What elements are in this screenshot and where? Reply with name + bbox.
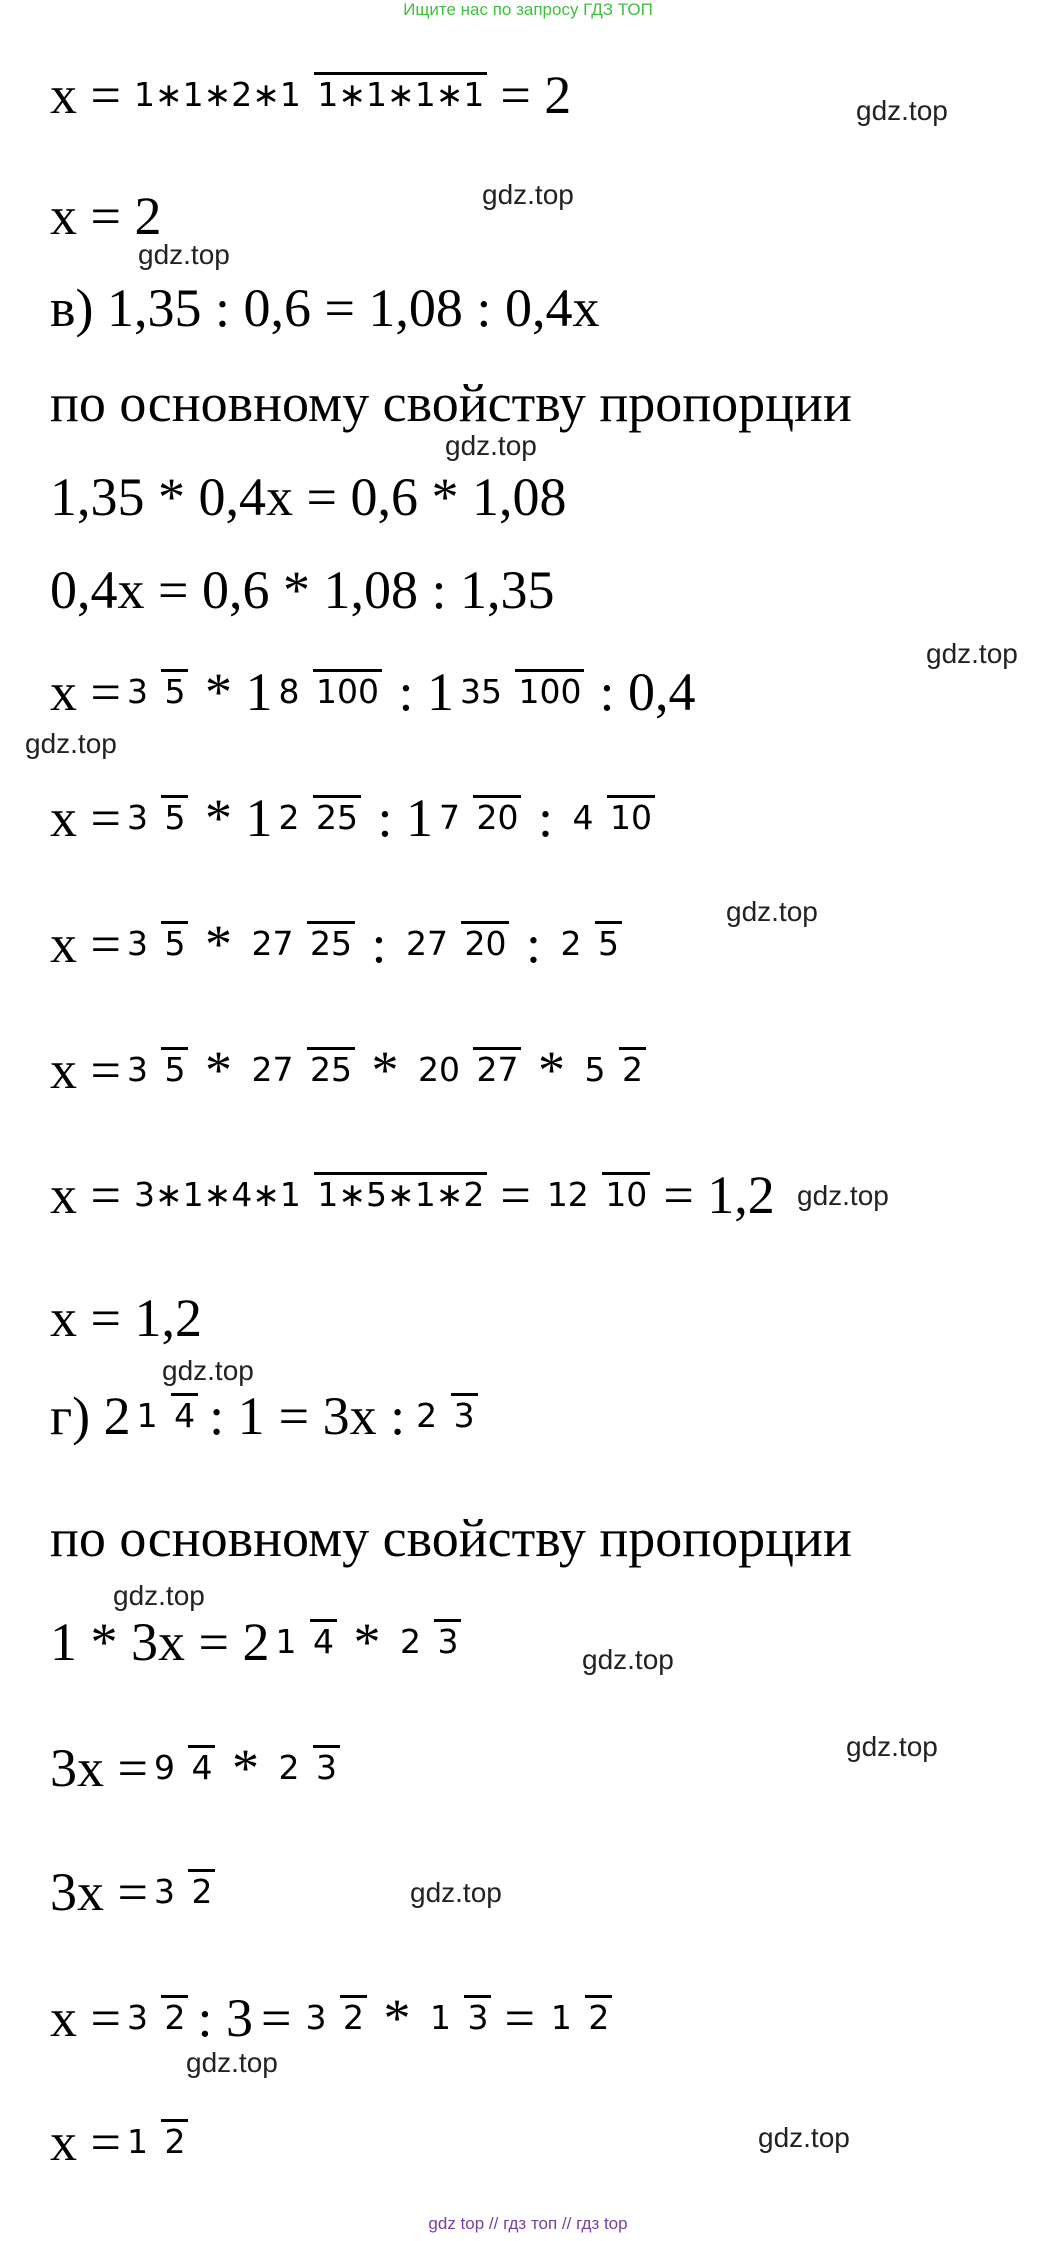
whole-part: 1 — [426, 662, 454, 722]
property-line — [50, 1508, 852, 1568]
fraction — [275, 797, 361, 839]
equation-line — [50, 560, 554, 620]
fraction-denominator: 2 — [161, 1995, 188, 2037]
fraction-denominator: 2 — [585, 1995, 612, 2037]
equation-line — [50, 1040, 649, 1100]
expression-text: по основному свойству пропорции — [50, 1508, 852, 1568]
expression-text: x = — [50, 1165, 121, 1225]
fraction-numerator: 3 — [126, 1050, 148, 1089]
fraction — [248, 923, 355, 965]
fraction-numerator: 2 — [278, 798, 300, 837]
fraction — [558, 923, 623, 965]
fraction — [275, 1747, 340, 1789]
fraction — [131, 1174, 487, 1216]
fraction-denominator: 5 — [161, 795, 188, 837]
fraction-denominator: 25 — [307, 1047, 355, 1089]
fraction — [403, 923, 510, 965]
fraction-denominator: 5 — [161, 921, 188, 963]
part-v-heading — [50, 278, 599, 338]
fraction-numerator: 4 — [572, 798, 594, 837]
equation-line — [50, 1288, 202, 1348]
operator: : — [363, 788, 406, 848]
watermark: gdz.top — [113, 1580, 205, 1611]
fraction-denominator: 3 — [313, 1745, 340, 1787]
equation-line — [50, 1165, 775, 1225]
fraction-denominator: 2 — [619, 1047, 646, 1089]
fraction-denominator: 5 — [161, 1047, 188, 1089]
fraction — [124, 671, 189, 713]
fraction-denominator: 20 — [461, 921, 509, 963]
fraction-numerator: 1 — [550, 1998, 572, 2037]
fraction-numerator: 9 — [153, 1748, 175, 1787]
expression-text: x = — [50, 1988, 121, 2048]
fraction-numerator: 7 — [438, 798, 460, 837]
fraction-denominator: 2 — [188, 1869, 215, 1911]
fraction-numerator: 5 — [584, 1050, 606, 1089]
fraction-denominator: 2 — [161, 2119, 188, 2161]
fraction-numerator: 3 — [305, 1998, 327, 2037]
operator: * — [191, 788, 246, 848]
expression-text: x = 1,2 — [50, 1288, 202, 1348]
fraction — [397, 1621, 462, 1663]
fraction — [415, 1049, 522, 1091]
expression-text: = 1,2 — [663, 1165, 775, 1225]
expression-text: : 3 — [197, 1988, 253, 2048]
fraction-numerator: 3 — [126, 1998, 148, 2037]
fraction-denominator: 10 — [602, 1172, 650, 1214]
fraction-numerator: 1 — [275, 1622, 297, 1661]
operator: * — [191, 914, 246, 974]
fraction — [436, 797, 522, 839]
fraction-denominator: 10 — [607, 795, 655, 837]
fraction-denominator: 1∗5∗1∗2 — [314, 1172, 487, 1214]
fraction — [302, 1997, 367, 2039]
expression-text: : 0,4 — [599, 662, 696, 722]
fraction — [457, 671, 585, 713]
fraction — [151, 1871, 216, 1913]
equation-line — [50, 662, 696, 722]
operator: * — [357, 1040, 412, 1100]
watermark: gdz.top — [797, 1180, 889, 1211]
part-g-heading — [50, 1386, 481, 1446]
expression-text: 1,35 * 0,4x = 0,6 * 1,08 — [50, 467, 567, 527]
fraction-numerator: 3 — [126, 924, 148, 963]
fraction — [544, 1174, 651, 1216]
fraction — [272, 1621, 337, 1663]
equation-line — [50, 1988, 615, 2048]
fraction-numerator: 2 — [278, 1748, 300, 1787]
fraction — [248, 1049, 355, 1091]
fraction-denominator: 20 — [473, 795, 521, 837]
fraction-numerator: 12 — [546, 1175, 589, 1214]
operator: = — [504, 1988, 535, 2048]
expression-text: x = 2 — [50, 186, 162, 246]
equation-line — [50, 467, 566, 527]
fraction-denominator: 3 — [451, 1393, 478, 1435]
fraction — [413, 1395, 478, 1437]
watermark: gdz.top — [25, 728, 117, 759]
expression-text: 1 * 3x = 2 — [50, 1612, 270, 1672]
fraction — [134, 1395, 199, 1437]
equation-line — [50, 788, 658, 848]
watermark: gdz.top — [162, 1355, 254, 1386]
whole-part: 1 — [245, 788, 273, 848]
operator: = — [500, 1165, 531, 1225]
fraction-numerator: 3 — [126, 672, 148, 711]
expression-text: x = — [50, 914, 121, 974]
operator: * — [191, 1040, 246, 1100]
watermark: gdz.top — [445, 430, 537, 461]
expression-text: 0,4x = 0,6 * 1,08 : 1,35 — [50, 560, 555, 620]
fraction-denominator: 4 — [171, 1393, 198, 1435]
expression-text: по основному свойству пропорции — [50, 373, 852, 433]
fraction — [151, 1747, 216, 1789]
expression-text: 3x = — [50, 1738, 148, 1798]
fraction-numerator: 20 — [417, 1050, 460, 1089]
expression-text: x = — [50, 2112, 121, 2172]
equation-line — [50, 914, 625, 974]
operator: : — [384, 662, 427, 722]
watermark: gdz.top — [758, 2122, 850, 2153]
watermark: gdz.top — [582, 1644, 674, 1675]
fraction-denominator: 25 — [313, 795, 361, 837]
fraction — [124, 1997, 189, 2039]
fraction-numerator: 2 — [560, 924, 582, 963]
whole-part: 1 — [405, 788, 433, 848]
fraction-numerator: 1 — [136, 1396, 158, 1435]
fraction-numerator: 3 — [153, 1872, 175, 1911]
fraction-denominator: 100 — [515, 669, 584, 711]
watermark: gdz.top — [926, 638, 1018, 669]
fraction-denominator: 25 — [307, 921, 355, 963]
expression-text: в) 1,35 : 0,6 = 1,08 : 0,4x — [50, 278, 600, 338]
equation-line — [50, 2112, 191, 2172]
operator: * — [524, 1040, 579, 1100]
watermark: gdz.top — [186, 2047, 278, 2078]
property-line — [50, 373, 852, 433]
equation-line — [50, 65, 571, 125]
expression-text: x = — [50, 788, 121, 848]
fraction-denominator: 1∗1∗1∗1 — [314, 72, 487, 114]
fraction — [124, 797, 189, 839]
equation-line — [50, 1738, 343, 1798]
fraction-numerator: 8 — [278, 672, 300, 711]
expression-text: = 2 — [500, 65, 572, 125]
operator: * — [339, 1612, 394, 1672]
operator: : — [357, 914, 400, 974]
fraction-numerator: 1∗1∗2∗1 — [133, 75, 301, 114]
whole-part: 1 — [245, 662, 273, 722]
fraction-denominator: 3 — [464, 1995, 491, 2037]
fraction-denominator: 4 — [188, 1745, 215, 1787]
watermark: gdz.top — [138, 239, 230, 270]
top-banner: Ищите нас по запросу ГДЗ ТОП — [403, 0, 653, 19]
fraction-denominator: 27 — [473, 1047, 521, 1089]
operator: : — [512, 914, 555, 974]
operator: * — [218, 1738, 273, 1798]
equation-line — [50, 1612, 464, 1672]
fraction-denominator: 2 — [340, 1995, 367, 2037]
fraction — [548, 1997, 613, 2039]
fraction-numerator: 2 — [399, 1622, 421, 1661]
operator: * — [191, 662, 246, 722]
fraction-numerator: 2 — [416, 1396, 438, 1435]
watermark: gdz.top — [846, 1731, 938, 1762]
fraction — [275, 671, 382, 713]
fraction — [131, 74, 487, 116]
fraction-numerator: 3 — [126, 798, 148, 837]
expression-text: г) 2 — [50, 1386, 131, 1446]
fraction — [124, 923, 189, 965]
fraction-numerator: 27 — [405, 924, 448, 963]
equation-line — [50, 186, 161, 246]
expression-text: = 3x : — [278, 1386, 406, 1446]
watermark: gdz.top — [856, 95, 948, 126]
fraction-numerator: 27 — [251, 1050, 294, 1089]
operator: * — [369, 1988, 424, 2048]
expression-text: 3x = — [50, 1862, 148, 1922]
fraction-denominator: 100 — [313, 669, 382, 711]
fraction — [427, 1997, 492, 2039]
expression-text: x = — [50, 1040, 121, 1100]
fraction — [570, 797, 656, 839]
fraction-numerator: 1 — [429, 1998, 451, 2037]
footer-links: gdz top // гдз топ // гдз top — [428, 2214, 628, 2233]
fraction-denominator: 5 — [161, 669, 188, 711]
fraction — [581, 1049, 646, 1091]
expression-text: x = — [50, 65, 121, 125]
expression-text: x = — [50, 662, 121, 722]
operator: : — [524, 788, 567, 848]
fraction-denominator: 3 — [434, 1619, 461, 1661]
fraction-denominator: 5 — [595, 921, 622, 963]
fraction — [124, 2121, 189, 2163]
operator: = — [260, 1988, 292, 2048]
watermark: gdz.top — [726, 896, 818, 927]
watermark: gdz.top — [410, 1877, 502, 1908]
expression-text: : 1 — [209, 1386, 265, 1446]
fraction-denominator: 4 — [310, 1619, 337, 1661]
fraction-numerator: 3∗1∗4∗1 — [133, 1175, 301, 1214]
fraction-numerator: 27 — [251, 924, 294, 963]
fraction-numerator: 35 — [459, 672, 502, 711]
watermark: gdz.top — [482, 179, 574, 210]
fraction — [124, 1049, 189, 1091]
equation-line — [50, 1862, 218, 1922]
fraction-numerator: 1 — [126, 2122, 148, 2161]
